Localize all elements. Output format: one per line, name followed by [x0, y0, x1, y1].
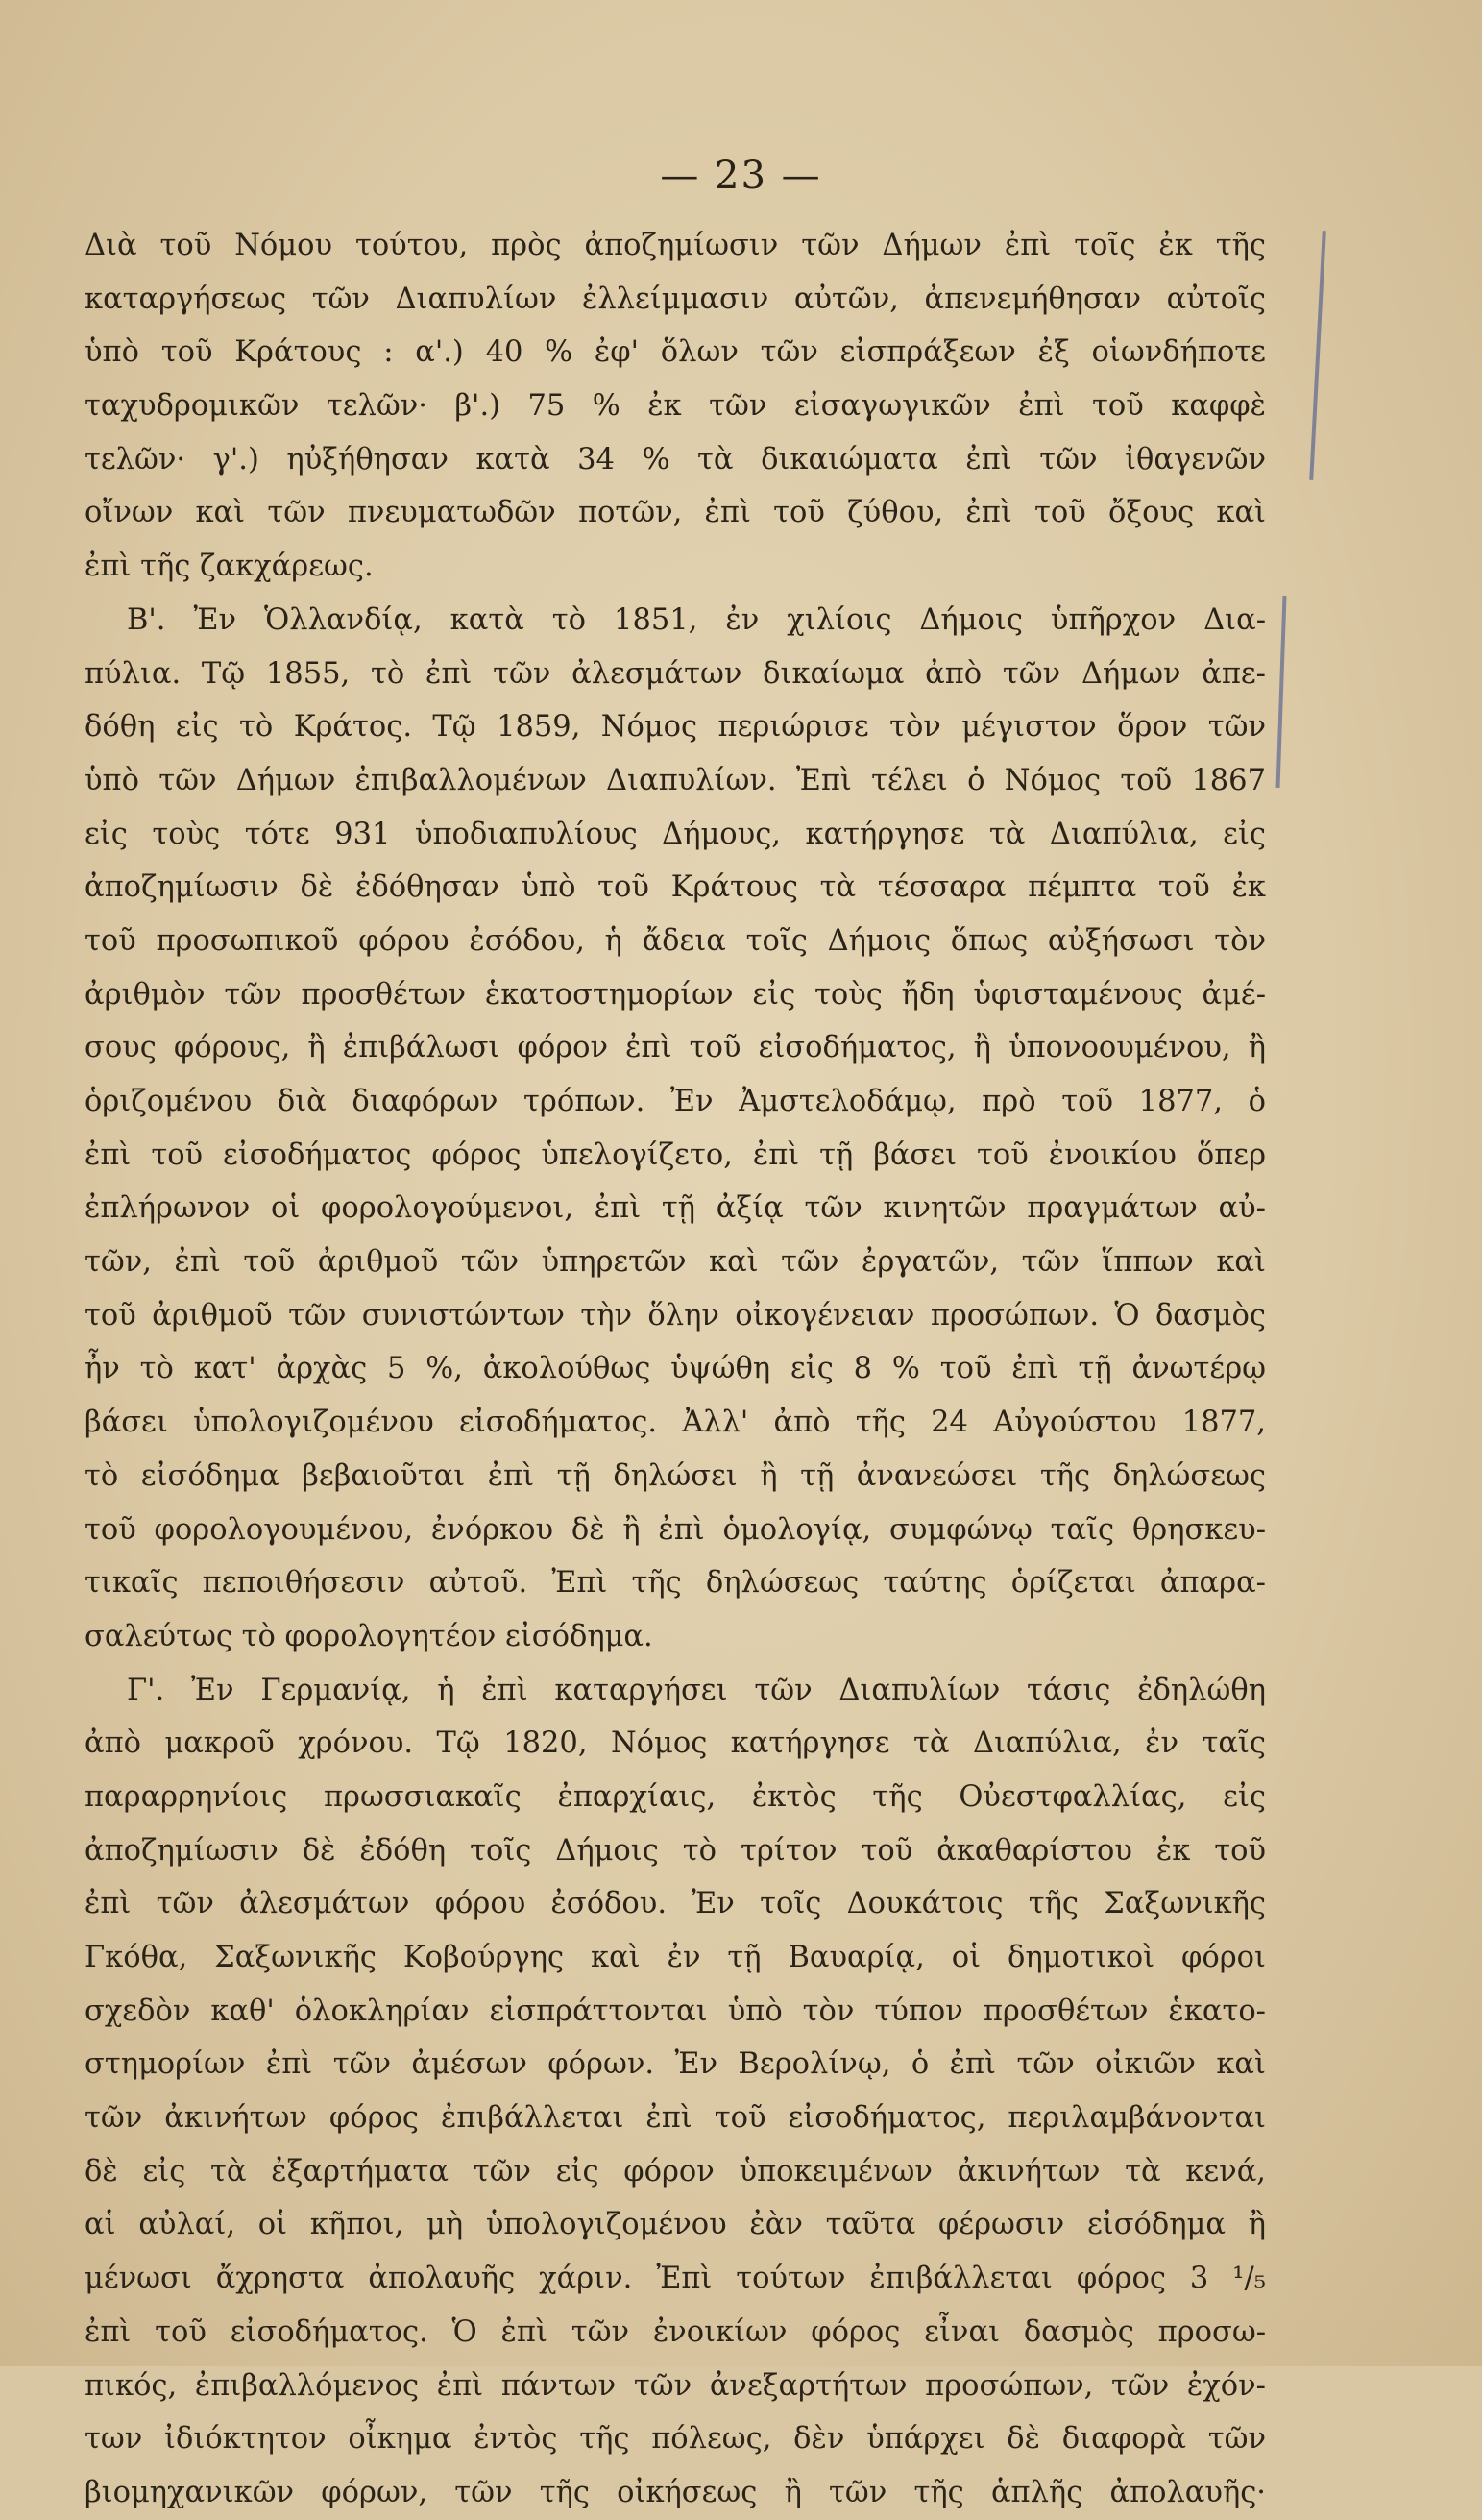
text-line: τῶν ἀκινήτων φόρος ἐπιβάλλεται ἐπὶ τοῦ εἰσοδήματος, περιλαμβάνονται	[85, 2101, 1266, 2136]
text-line: τὸ εἰσόδημα βεβαιοῦται ἐπὶ τῇ δηλώσει ἢ τῇ ἀνανεώσει τῆς δηλώσεως	[85, 1458, 1266, 1493]
margin-annotation-mark	[1309, 231, 1326, 480]
text-line: σαλεύτως τὸ φορολογητέον εἰσόδημα.	[85, 1619, 653, 1653]
text-line: ἦν τὸ κατ' ἀρχὰς 5 %, ἀκολούθως ὑψώθη εἰς 8 % τοῦ ἐπὶ τῇ ἀνωτέρῳ	[85, 1352, 1266, 1386]
text-line: δόθη εἰς τὸ Κράτος. Τῷ 1859, Νόμος περιώρισε τὸν μέγιστον ὅρον τῶν	[85, 710, 1266, 745]
text-line: καταργήσεως τῶν Διαπυλίων ἐλλείμμασιν αὐτῶν, ἀπενεμήθησαν αὐτοῖς	[85, 281, 1266, 316]
text-line: τελῶν· γ'.) ηὐξήθησαν κατὰ 34 % τὰ δικαιώματα ἐπὶ τῶν ἰθαγενῶν	[85, 442, 1266, 477]
text-line: των ἰδιόκτητον οἶκημα ἐντὸς τῆς πόλεως, δὲν ὑπάρχει δὲ διαφορὰ τῶν	[85, 2422, 1266, 2457]
text-line: τικαῖς πεποιθήσεσιν αὐτοῦ. Ἐπὶ τῆς δηλώσεως ταύτης ὁρίζεται ἀπαρα-	[85, 1566, 1266, 1601]
margin-annotation-mark	[1276, 596, 1287, 788]
text-line: ἐπὶ τοῦ εἰσοδήματος. Ὁ ἐπὶ τῶν ἐνοικίων φόρος εἶναι δασμὸς προσω-	[85, 2314, 1266, 2349]
text-line: ἐπλήρωνον οἱ φορολογούμενοι, ἐπὶ τῇ ἀξίᾳ τῶν κινητῶν πραγμάτων αὐ-	[85, 1191, 1266, 1226]
text-line: ὁριζομένου διὰ διαφόρων τρόπων. Ἐν Ἀμστελοδάμῳ, πρὸ τοῦ 1877, ὁ	[85, 1085, 1266, 1118]
text-line: δὲ εἰς τὰ ἐξαρτήματα τῶν εἰς φόρον ὑποκειμένων ἀκινήτων τὰ κενά,	[85, 2154, 1266, 2189]
text-line: Γ'. Ἐν Γερμανίᾳ, ἡ ἐπὶ καταργήσει τῶν Διαπυλίων τάσις ἐδηλώθη	[127, 1673, 1266, 1707]
text-line: ἐπὶ τῶν ἀλεσμάτων φόρου ἐσόδου. Ἐν τοῖς Δουκάτοις τῆς Σαξωνικῆς	[85, 1887, 1266, 1921]
text-line: μένωσι ἄχρηστα ἀπολαυῆς χάριν. Ἐπὶ τούτων ἐπιβάλλεται φόρος 3 ¹/₅	[85, 2262, 1266, 2296]
text-line: ἐπὶ τοῦ εἰσοδήματος φόρος ὑπελογίζετο, ἐπὶ τῇ βάσει τοῦ ἐνοικίου ὅπερ	[85, 1138, 1266, 1172]
text-line: αἱ αὐλαί, οἱ κῆποι, μὴ ὑπολογιζομένου ἐὰν ταῦτα φέρωσιν εἰσόδημα ἢ	[85, 2208, 1266, 2242]
text-line: ἀποζημίωσιν δὲ ἐδόθη τοῖς Δήμοις τὸ τρίτον τοῦ ἀκαθαρίστου ἐκ τοῦ	[85, 1833, 1266, 1868]
text-line: σους φόρους, ἢ ἐπιβάλωσι φόρον ἐπὶ τοῦ εἰσοδήματος, ἢ ὑπονοουμένου, ἢ	[85, 1031, 1266, 1065]
text-line: ἐπὶ τῆς ζακχάρεως.	[85, 550, 374, 584]
text-line: παραρρηνίοις πρωσσιακαῖς ἐπαρχίαις, ἐκτὸς τῆς Οὐεστφαλλίας, εἰς	[85, 1779, 1266, 1814]
text-line: τοῦ ἀριθμοῦ τῶν συνιστώντων τὴν ὅλην οἰκογένειαν προσώπων. Ὁ δασμὸς	[85, 1298, 1266, 1333]
text-line: πύλια. Τῷ 1855, τὸ ἐπὶ τῶν ἀλεσμάτων δικαίωμα ἀπὸ τῶν Δήμων ἀπε-	[85, 656, 1266, 691]
text-line: εἰς τοὺς τότε 931 ὑποδιαπυλίους Δήμους, κατήργησε τὰ Διαπύλια, εἰς	[85, 817, 1266, 851]
body-text	[85, 219, 1266, 2520]
text-line: σχεδὸν καθ' ὁλοκληρίαν εἰσπράττονται ὑπὸ τὸν τύπον προσθέτων ἑκατο-	[85, 1994, 1266, 2028]
text-line: τοῦ προσωπικοῦ φόρου ἐσόδου, ἡ ἄδεια τοῖς Δήμοις ὅπως αὐξήσωσι τὸν	[85, 923, 1266, 958]
text-line: ἀριθμὸν τῶν προσθέτων ἑκατοστημορίων εἰς τοὺς ἤδη ὑφισταμένους ἀμέ-	[85, 977, 1266, 1012]
text-line: ὑπὸ τῶν Δήμων ἐπιβαλλομένων Διαπυλίων. Ἐπὶ τέλει ὁ Νόμος τοῦ 1867	[85, 763, 1266, 797]
page-number: — 23 —	[660, 154, 822, 198]
text-line: ταχυδρομικῶν τελῶν· β'.) 75 % ἐκ τῶν εἰσαγωγικῶν ἐπὶ τοῦ καφφὲ	[85, 389, 1266, 424]
text-line: πικός, ἐπιβαλλόμενος ἐπὶ πάντων τῶν ἀνεξαρτήτων προσώπων, τῶν ἐχόν-	[85, 2368, 1266, 2403]
text-line: ἀπὸ μακροῦ χρόνου. Τῷ 1820, Νόμος κατήργησε τὰ Διαπύλια, ἐν ταῖς	[85, 1726, 1266, 1761]
text-line: Β'. Ἐν Ὁλλανδίᾳ, κατὰ τὸ 1851, ἐν χιλίοις Δήμοις ὑπῆρχον Δια-	[127, 602, 1266, 637]
text-line: Γκόθα, Σαξωνικῆς Κοβούργης καὶ ἐν τῇ Βαυαρίᾳ, οἱ δημοτικοὶ φόροι	[85, 1941, 1266, 1974]
text-line: οἴνων καὶ τῶν πνευματωδῶν ποτῶν, ἐπὶ τοῦ ζύθου, ἐπὶ τοῦ ὄξους καὶ	[85, 496, 1266, 530]
text-line: τοῦ φορολογουμένου, ἐνόρκου δὲ ἢ ἐπὶ ὁμολογίᾳ, συμφώνῳ ταῖς θρησκευ-	[85, 1512, 1266, 1547]
text-line: ὑπὸ τοῦ Κράτους : α'.) 40 % ἐφ' ὅλων τῶν εἰσπράξεων ἐξ οἱωνδήποτε	[85, 335, 1266, 370]
text-line: βιομηχανικῶν φόρων, τῶν τῆς οἰκήσεως ἢ τῶν τῆς ἁπλῆς ἀπολαυῆς·	[85, 2475, 1266, 2509]
text-line: βάσει ὑπολογιζομένου εἰσοδήματος. Ἀλλ' ἀπὸ τῆς 24 Αὐγούστου 1877,	[85, 1406, 1266, 1440]
text-line: Διὰ τοῦ Νόμου τούτου, πρὸς ἀποζημίωσιν τῶν Δήμων ἐπὶ τοῖς ἐκ τῆς	[85, 229, 1266, 262]
text-line: στημορίων ἐπὶ τῶν ἀμέσων φόρων. Ἐν Βερολίνῳ, ὁ ἐπὶ τῶν οἰκιῶν καὶ	[85, 2047, 1266, 2082]
text-line: ἀποζημίωσιν δὲ ἐδόθησαν ὑπὸ τοῦ Κράτους τὰ τέσσαρα πέμπτα τοῦ ἐκ	[85, 870, 1266, 905]
text-line: τῶν, ἐπὶ τοῦ ἀριθμοῦ τῶν ὑπηρετῶν καὶ τῶν ἐργατῶν, τῶν ἵππων καὶ	[85, 1245, 1266, 1280]
